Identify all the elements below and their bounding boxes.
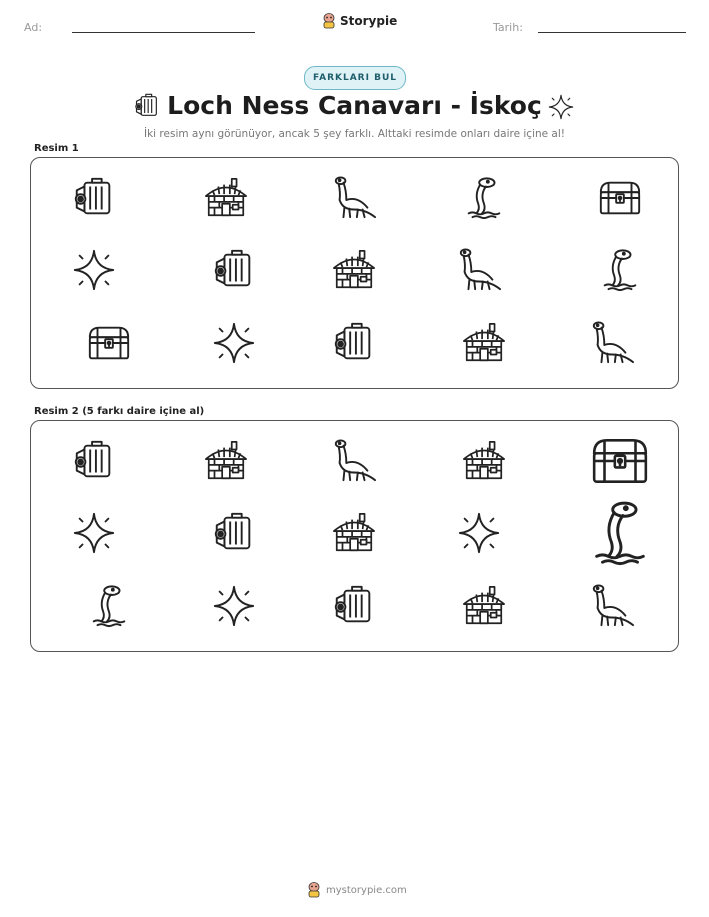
date-label: Tarih: bbox=[493, 21, 523, 34]
dinosaur-icon bbox=[456, 247, 502, 293]
sparkle-icon bbox=[211, 320, 257, 366]
treasure-chest-icon bbox=[86, 320, 132, 366]
sparkle-icon bbox=[71, 247, 117, 293]
dinosaur-icon[interactable] bbox=[331, 438, 377, 484]
sea-serpent-icon bbox=[597, 247, 643, 293]
brand-name: Storypie bbox=[340, 14, 398, 28]
activity-badge: FARKLARI BUL bbox=[304, 66, 406, 90]
storypie-mascot-icon bbox=[322, 13, 336, 29]
camera-icon[interactable] bbox=[331, 583, 377, 629]
picture2-panel[interactable] bbox=[30, 420, 679, 652]
camera-icon bbox=[211, 247, 257, 293]
date-line[interactable] bbox=[538, 32, 686, 33]
camera-icon bbox=[71, 175, 117, 221]
stone-cottage-icon[interactable] bbox=[331, 510, 377, 556]
sea-serpent-icon bbox=[461, 175, 507, 221]
sea-serpent-icon[interactable] bbox=[86, 583, 132, 629]
camera-icon bbox=[331, 320, 377, 366]
instructions: İki resim aynı görünüyor, ancak 5 şey farklı. Alttaki resimde onları daire içine al! bbox=[144, 128, 565, 140]
dinosaur-icon[interactable] bbox=[589, 583, 635, 629]
stone-cottage-icon bbox=[203, 175, 249, 221]
storypie-mascot-icon bbox=[307, 882, 321, 898]
page-title: Loch Ness Canavarı - İskoç bbox=[167, 91, 542, 120]
sparkle-icon[interactable] bbox=[71, 510, 117, 556]
treasure-chest-icon bbox=[597, 175, 643, 221]
sea-serpent-icon[interactable] bbox=[585, 498, 655, 568]
picture1-label: Resim 1 bbox=[34, 143, 79, 154]
dinosaur-icon bbox=[331, 175, 377, 221]
picture2-label: Resim 2 (5 farkı daire içine al) bbox=[34, 406, 205, 417]
camera-icon[interactable] bbox=[211, 510, 257, 556]
footer-site: mystorypie.com bbox=[326, 884, 407, 896]
camera-icon[interactable] bbox=[71, 438, 117, 484]
picture1-panel bbox=[30, 157, 679, 389]
sparkle-icon[interactable] bbox=[456, 510, 502, 556]
sparkle-icon[interactable] bbox=[211, 583, 257, 629]
stone-cottage-icon[interactable] bbox=[203, 438, 249, 484]
dinosaur-icon bbox=[589, 320, 635, 366]
sparkle-icon bbox=[547, 93, 575, 121]
stone-cottage-icon[interactable] bbox=[461, 438, 507, 484]
name-line[interactable] bbox=[72, 32, 255, 33]
brand-logo bbox=[322, 13, 397, 29]
stone-cottage-icon bbox=[331, 247, 377, 293]
stone-cottage-icon bbox=[461, 320, 507, 366]
stone-cottage-icon[interactable] bbox=[461, 583, 507, 629]
name-label: Ad: bbox=[24, 21, 43, 34]
footer bbox=[307, 882, 407, 898]
treasure-chest-icon[interactable] bbox=[589, 430, 651, 492]
